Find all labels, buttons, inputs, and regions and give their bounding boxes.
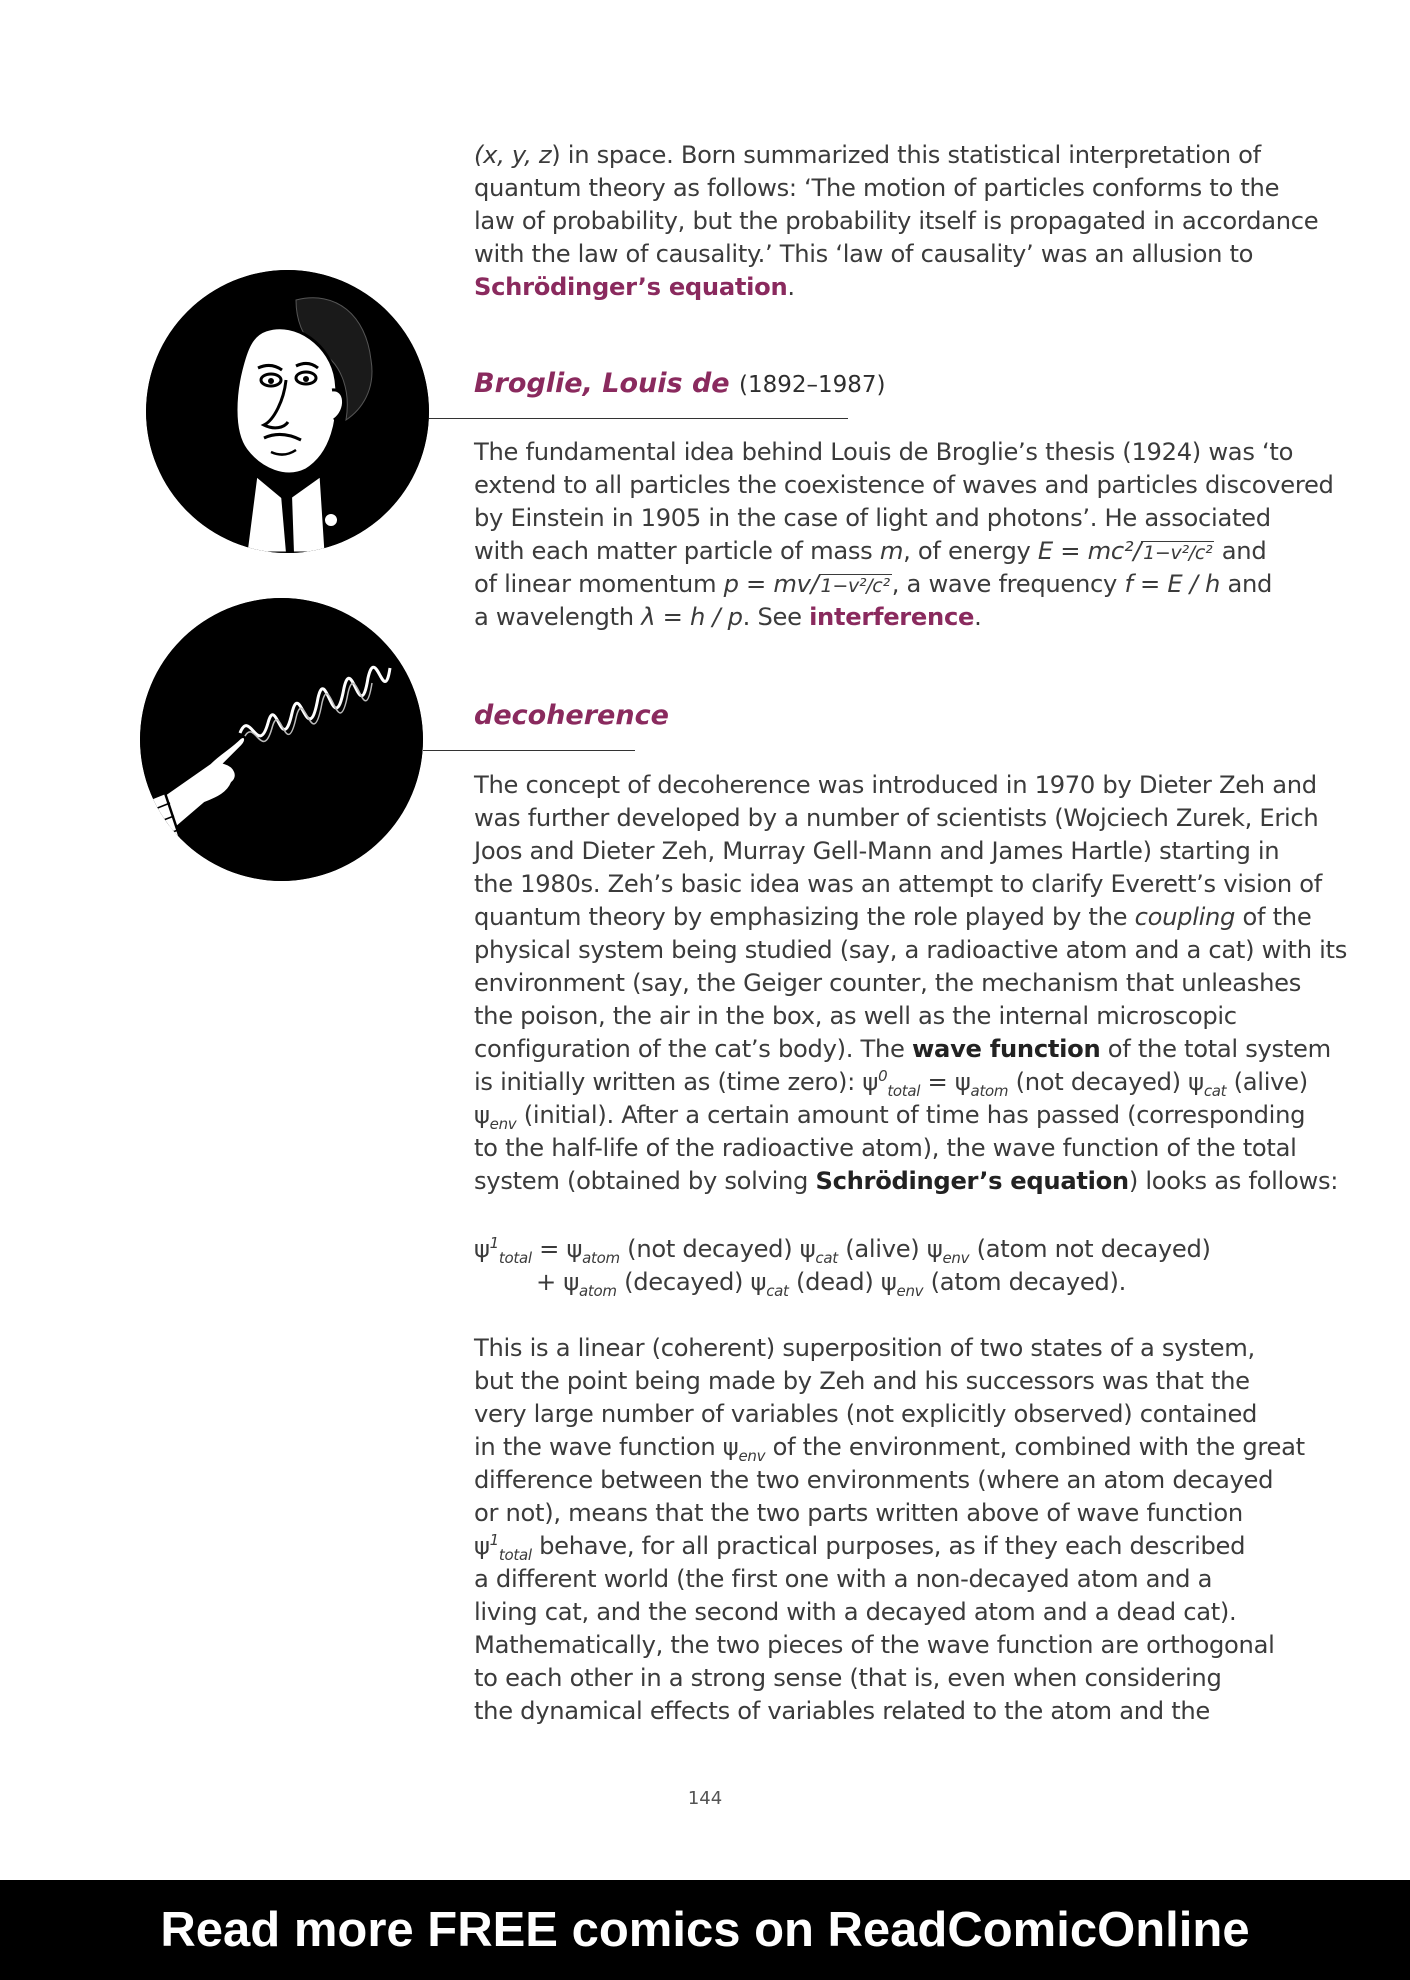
decoherence-heading bbox=[474, 700, 669, 731]
wave-function-term: wave function bbox=[912, 1035, 1101, 1063]
banner-text[interactable]: Read more FREE comics on ReadComicOnline bbox=[160, 1903, 1250, 1957]
decoherence-illustration bbox=[140, 598, 423, 881]
equation-block: $\psi^1_{total} = \psi_{atom}$ (not decayed) $\psi_{cat}$ (alive) $\psi_{env}$ (atom not decayed) + $\psi_{atom}$ (decayed) $\psi_{cat}$ (dead) $\psi_{env}$ (atom decayed). bbox=[474, 1233, 1211, 1300]
frequency-formula: f = E / h bbox=[1124, 570, 1221, 598]
decoherence-paragraph-2: This is a linear (coherent) superposition of two states of a system, but the point being made by Zeh and his successors was that the very large number of variables (not explicitly observed) contained in the wave function $\psi_{env}$ of the environment, combined with the great difference between the two environments (where an atom decayed or not), means that the two parts written above of wave function $\psi^1_{total}$ behave, for all practical purposes, as if they each described a different world (the first one with a non-decayed atom and a living cat, and the second with a decayed atom and a dead cat). Mathematically, the two pieces of the wave function are orthogonal to each other in a strong sense (that is, even when considering the dynamical effects of variables related to the atom and the bbox=[474, 1334, 1305, 1725]
schrodinger-term: Schrödinger’s equation bbox=[815, 1167, 1129, 1195]
promo-banner[interactable] bbox=[0, 1880, 1410, 1980]
broglie-paragraph: The fundamental idea behind Louis de Broglie’s thesis (1924) was ‘to extend to all particles the coexistence of waves and particles discovered by Einstein in 1905 in the case of light and photons’. He associated with each matter particle of mass m, of energy E = mc²/ 1−v²/c² and of linear momentum p = mv/ 1−v²/c², a wave frequency f = E / h and a wavelength λ = h / p. See interference. bbox=[474, 438, 1334, 631]
broglie-heading bbox=[474, 368, 886, 399]
de-broglie-portrait bbox=[146, 270, 429, 553]
page-number: 144 bbox=[687, 1788, 723, 1809]
broglie-years: (1892–1987) bbox=[739, 372, 886, 398]
sqrt-term: 1−v²/c² bbox=[820, 575, 890, 597]
intro-paragraph: (x, y, z) in space. Born summarized this statistical interpretation of quantum theory as follows: ‘The motion of particles conforms to the law of probability, but the probability itself is propagated in accordance with the law of causality.’ This ‘law of causality’ was an allusion to Schrödinger’s equation. bbox=[474, 141, 1319, 301]
schrodinger-link[interactable]: Schrödinger’s equation bbox=[474, 273, 788, 301]
interference-link[interactable]: interference bbox=[809, 603, 975, 631]
coords: (x, y, z bbox=[474, 141, 552, 169]
wavelength-formula: λ = h / p bbox=[641, 603, 743, 631]
decoherence-title: decoherence bbox=[474, 700, 669, 731]
broglie-title: Broglie, Louis de bbox=[474, 368, 730, 399]
momentum-formula: p = mv/ bbox=[723, 570, 819, 598]
broglie-rule bbox=[429, 418, 848, 419]
energy-formula: E = mc²/ bbox=[1037, 537, 1142, 565]
decoherence-paragraph-1: The concept of decoherence was introduced in 1970 by Dieter Zeh and was further developed by a number of scientists (Wojciech Zurek, Erich Joos and Dieter Zeh, Murray Gell-Mann and James Hartle) starting in the 1980s. Zeh’s basic idea was an attempt to clarify Everett’s vision of quantum theory by emphasizing the role played by the coupling of the physical system being studied (say, a radioactive atom and a cat) with its environment (say, the Geiger counter, the mechanism that unleashes the poison, the air in the box, as well as the internal microscopic configuration of the cat’s body). The wave function of the total system is initially written as (time zero): $\psi^0_{total} = \psi_{atom}$ (not decayed) $\psi_{cat}$ (alive) $\psi_{env}$ (initial). After a certain amount of time has passed (corresponding to the half-life of the radioactive atom), the wave function of the total system (obtained by solving Schrödinger’s equation) looks as follows: bbox=[474, 771, 1348, 1195]
sqrt-term: 1−v²/c² bbox=[1143, 542, 1213, 564]
decoherence-rule bbox=[423, 750, 635, 751]
